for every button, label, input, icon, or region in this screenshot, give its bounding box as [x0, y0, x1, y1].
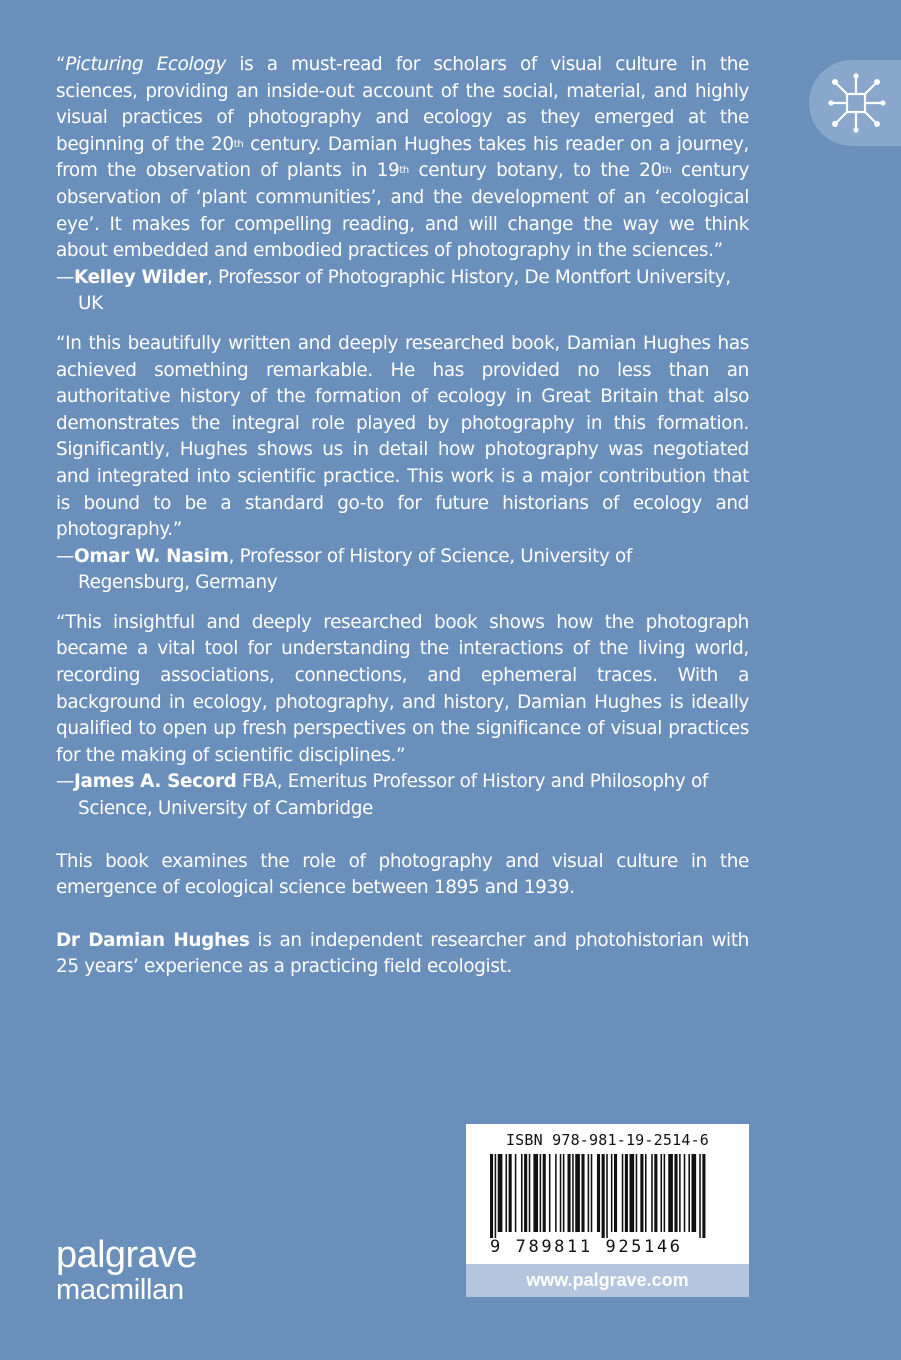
- barcode-bar: [630, 1154, 635, 1232]
- barcode-bar: [581, 1154, 584, 1232]
- barcode-bar: [549, 1154, 551, 1232]
- barcode-bar: [668, 1154, 673, 1232]
- barcode-bar: [515, 1154, 517, 1232]
- barcode-bar: [533, 1154, 538, 1232]
- barcode-bar: [651, 1154, 653, 1232]
- barcode-bar: [543, 1154, 546, 1232]
- barcode-bar: [622, 1154, 624, 1232]
- barcode-bar: [529, 1154, 531, 1232]
- barcode-bar: [506, 1154, 508, 1232]
- network-node-icon: [823, 70, 889, 136]
- review-attribution-3: —James A. Secord FBA, Emeritus Professor of History and Philosophy of Science, University of Cambridge: [56, 771, 708, 820]
- reviewer-name: Kelley Wilder: [74, 266, 207, 288]
- barcode-bar: [555, 1154, 557, 1232]
- barcode-bar: [664, 1154, 666, 1232]
- barcode-bar: [495, 1154, 497, 1238]
- barcode-bar: [611, 1154, 613, 1232]
- barcode-bar: [688, 1154, 690, 1232]
- barcode-bar: [568, 1154, 571, 1232]
- series-tab: [809, 60, 901, 146]
- barcode-bar: [625, 1154, 628, 1232]
- barcode-bar: [521, 1154, 523, 1232]
- author-bio: Dr Damian Hughes is an independent researcher and photohistorian with 25 years’ experience as a practicing field ecologist.: [56, 929, 749, 978]
- barcode-bar: [602, 1154, 605, 1238]
- book-description: This book examines the role of photography and visual culture in the emergence of ecological science between 1895 and 1939.: [56, 850, 749, 899]
- review-quote-2: “In this beautifully written and deeply researched book, Damian Hughes has achieved something remarkable. He has provided no less than an authoritative history of the formation of ecology in Great Britain that also demonstrates the integral role played by photography in this formation. Significantly, Hughes shows us in detail how photography was negotiated and integrated into scientific practice. This work is a major contribution that is bound to be a standard go-to for future historians of ecology and photography.”: [56, 332, 749, 541]
- review-quote-3: “This insightful and deeply researched book shows how the photograph became a vital tool for understanding the interactions of the living world, recording associations, connections, and ephemeral traces. With a background in ecology, photography, and history, Damian Hughes is ideally qualified to open up fresh perspectives on the significance of visual practices for the making of scientific disciplines.”: [56, 611, 749, 766]
- barcode-bar: [702, 1154, 705, 1238]
- isbn-barcode: [466, 1124, 749, 1264]
- barcode-bar: [560, 1154, 562, 1232]
- barcode-bar: [661, 1154, 663, 1232]
- barcode-bar: [572, 1154, 574, 1232]
- barcode-bars: [490, 1154, 725, 1238]
- reviewer-name: James A. Secord: [74, 771, 237, 793]
- barcode-bar: [699, 1154, 701, 1238]
- barcode-bar: [498, 1154, 503, 1232]
- review-quote-1: “Picturing Ecology is a must-read for scholars of visual culture in the sciences, providing an inside-out account of the social, material, and highly visual practices of photography and ecology as they emerged at the beginning of the 20th century. Damian Hughes takes his reader on a journey, from the observation of plants in 19th century botany, to the 20th century observation of ‘plant communities’, and the development of an ‘ecological eye’. It makes for compelling reading, and will change the way we think about embedded and embodied practices of photography in the sciences.”: [56, 54, 750, 262]
- review-attribution-1: —Kelley Wilder, Professor of Photographic History, De Montfort University, UK: [56, 266, 731, 315]
- barcode-bar: [614, 1154, 617, 1232]
- publisher-logo: [56, 1236, 197, 1305]
- barcode-bar: [684, 1154, 686, 1232]
- barcode-bar: [490, 1154, 493, 1238]
- reviewer-name: Omar W. Nasim: [74, 545, 229, 567]
- barcode-bar: [640, 1154, 643, 1232]
- ean-digits: 9 789811 925146: [490, 1237, 683, 1257]
- author-name: Dr Damian Hughes: [56, 929, 250, 951]
- publisher-logo-line1: palgrave: [56, 1234, 197, 1276]
- barcode-bar: [645, 1154, 647, 1232]
- book-title: Picturing Ecology: [65, 54, 227, 75]
- barcode-bar: [591, 1154, 593, 1232]
- review-attribution-2: —Omar W. Nasim, Professor of History of Science, University of Regensburg, Germany: [56, 545, 632, 594]
- isbn-number: ISBN 978-981-19-2514-6: [505, 1131, 710, 1149]
- barcode-bar: [654, 1154, 657, 1232]
- barcode-bar: [540, 1154, 542, 1232]
- barcode-bar: [563, 1154, 565, 1232]
- barcode-bar: [575, 1154, 580, 1232]
- barcode-bar: [597, 1154, 600, 1232]
- barcode-bar: [692, 1154, 697, 1232]
- publisher-url: www.palgrave.com: [466, 1264, 749, 1297]
- barcode-bar: [509, 1154, 512, 1232]
- back-cover-text: [56, 52, 749, 981]
- barcode-bar: [636, 1154, 638, 1232]
- barcode-bar: [606, 1154, 608, 1238]
- publisher-logo-line2: macmillan: [56, 1274, 184, 1306]
- barcode-bar: [679, 1154, 681, 1232]
- barcode-bar: [588, 1154, 590, 1232]
- barcode-bar: [524, 1154, 527, 1232]
- barcode-bar: [674, 1154, 677, 1232]
